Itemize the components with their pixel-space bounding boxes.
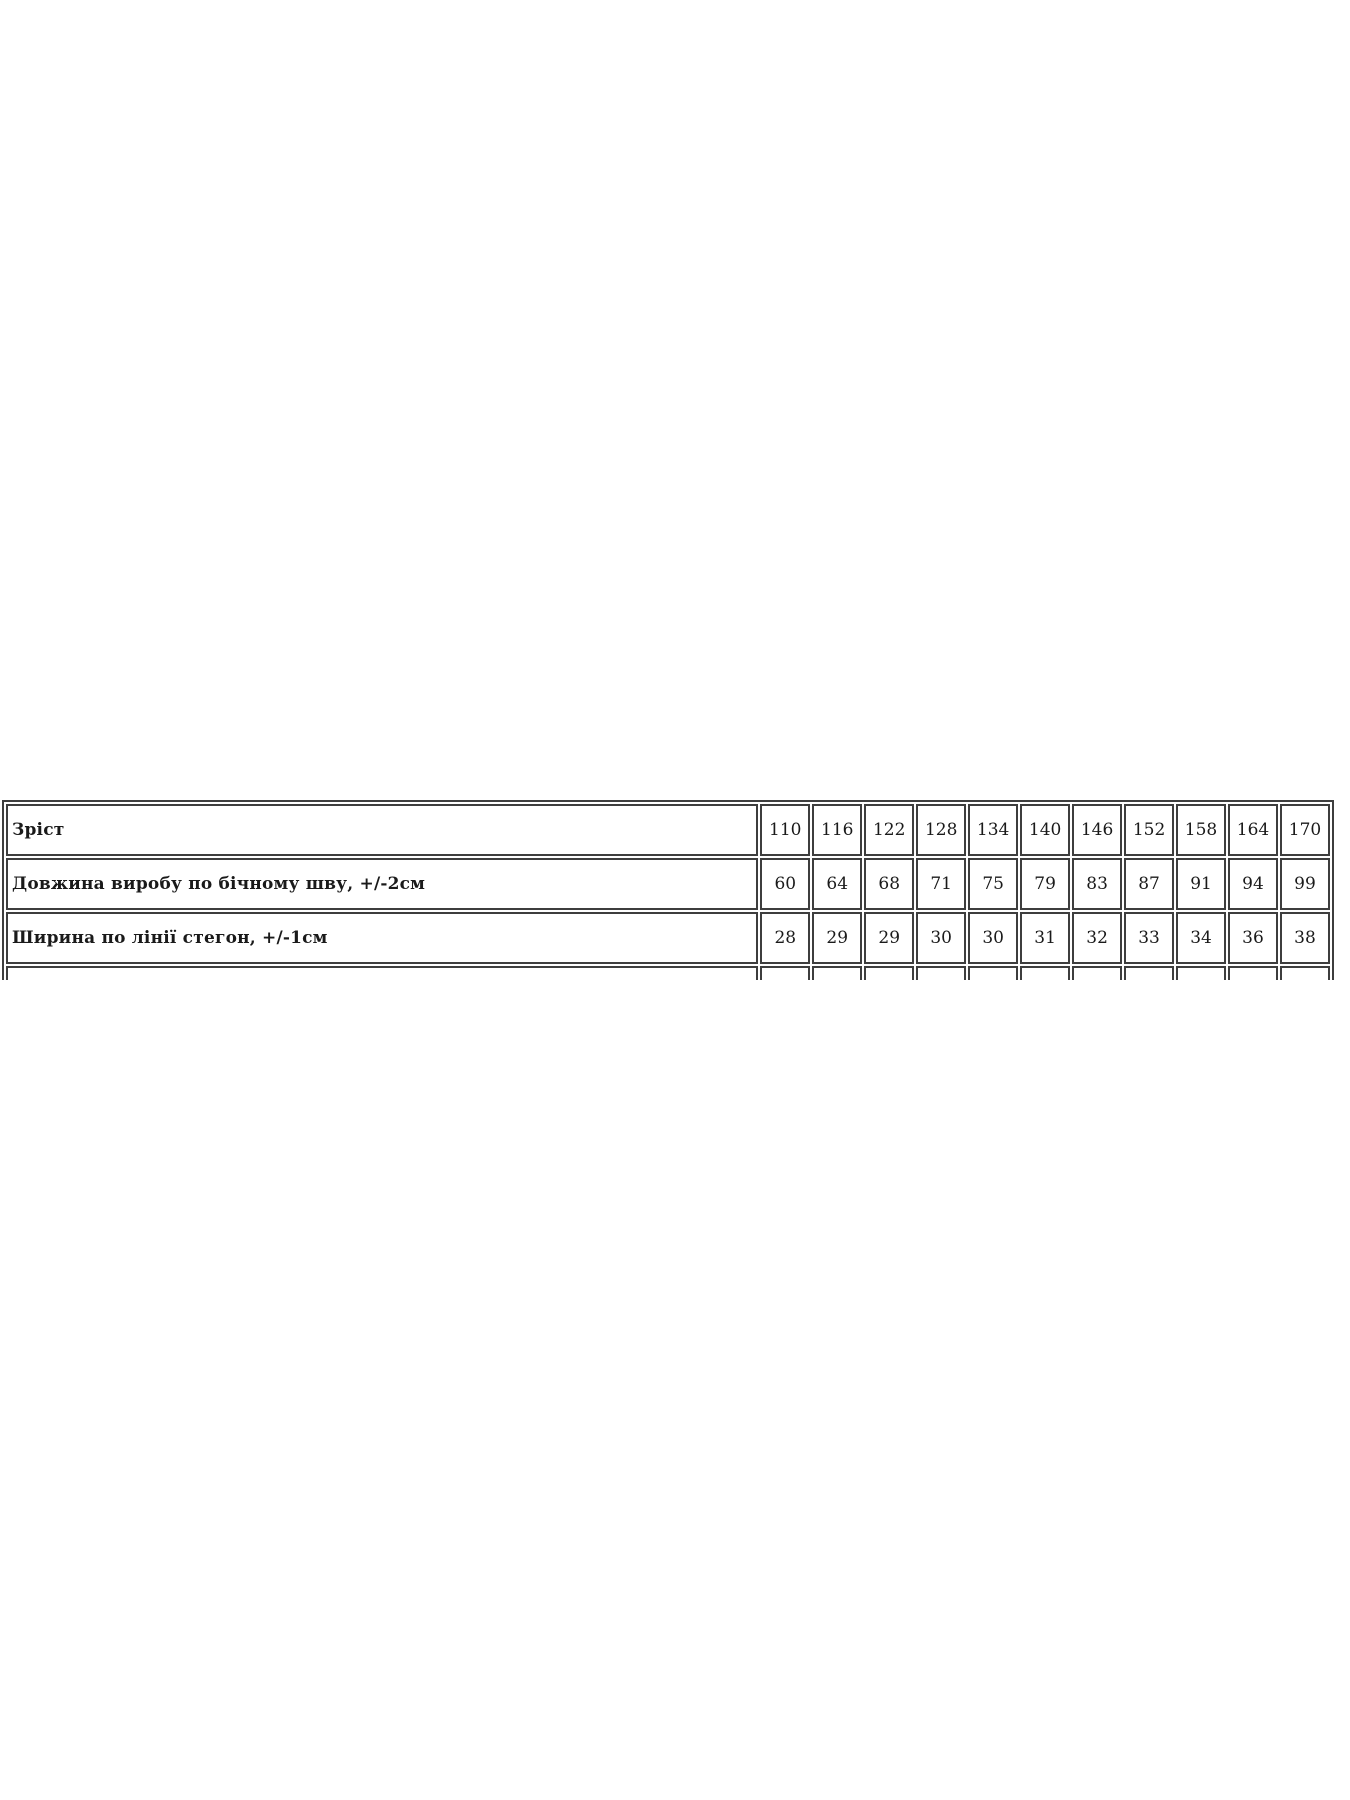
size-chart-table: [2, 800, 1334, 980]
row-label: [6, 966, 758, 980]
size-value-cell: [916, 966, 966, 980]
size-value-cell: 31: [1020, 912, 1070, 964]
size-value-cell: 110: [760, 804, 810, 856]
size-value-cell: [1228, 966, 1278, 980]
size-value-cell: 32: [1072, 912, 1122, 964]
size-value-cell: 64: [812, 858, 862, 910]
size-value-cell: 170: [1280, 804, 1330, 856]
size-value-cell: 122: [864, 804, 914, 856]
size-value-cell: 128: [916, 804, 966, 856]
size-value-cell: [1072, 966, 1122, 980]
size-value-cell: 164: [1228, 804, 1278, 856]
size-value-cell: 140: [1020, 804, 1070, 856]
size-value-cell: 30: [968, 912, 1018, 964]
size-value-cell: [968, 966, 1018, 980]
row-label: Зріст: [6, 804, 758, 856]
size-value-cell: 36: [1228, 912, 1278, 964]
size-value-cell: 91: [1176, 858, 1226, 910]
size-value-cell: 33: [1124, 912, 1174, 964]
table-row-clipped: [6, 966, 1330, 980]
size-value-cell: 68: [864, 858, 914, 910]
size-value-cell: [864, 966, 914, 980]
size-value-cell: [760, 966, 810, 980]
size-value-cell: 38: [1280, 912, 1330, 964]
size-value-cell: 99: [1280, 858, 1330, 910]
size-value-cell: 28: [760, 912, 810, 964]
size-value-cell: [1020, 966, 1070, 980]
size-value-cell: 30: [916, 912, 966, 964]
size-value-cell: [1280, 966, 1330, 980]
row-label: Ширина по лінії стегон, +/-1см: [6, 912, 758, 964]
table-row: [6, 804, 1330, 856]
size-value-cell: 79: [1020, 858, 1070, 910]
size-value-cell: 71: [916, 858, 966, 910]
size-value-cell: 152: [1124, 804, 1174, 856]
size-value-cell: 29: [812, 912, 862, 964]
size-value-cell: 29: [864, 912, 914, 964]
size-value-cell: 34: [1176, 912, 1226, 964]
size-value-cell: [812, 966, 862, 980]
table-row: [6, 912, 1330, 964]
size-value-cell: 158: [1176, 804, 1226, 856]
size-value-cell: 83: [1072, 858, 1122, 910]
size-value-cell: 87: [1124, 858, 1174, 910]
row-label: Довжина виробу по бічному шву, +/-2см: [6, 858, 758, 910]
size-chart-body: [6, 804, 1330, 980]
size-value-cell: 116: [812, 804, 862, 856]
size-value-cell: [1176, 966, 1226, 980]
size-value-cell: 146: [1072, 804, 1122, 856]
size-value-cell: 75: [968, 858, 1018, 910]
table-row: [6, 858, 1330, 910]
size-value-cell: 60: [760, 858, 810, 910]
size-value-cell: 94: [1228, 858, 1278, 910]
size-chart-clip: [2, 800, 1334, 980]
size-value-cell: [1124, 966, 1174, 980]
size-value-cell: 134: [968, 804, 1018, 856]
